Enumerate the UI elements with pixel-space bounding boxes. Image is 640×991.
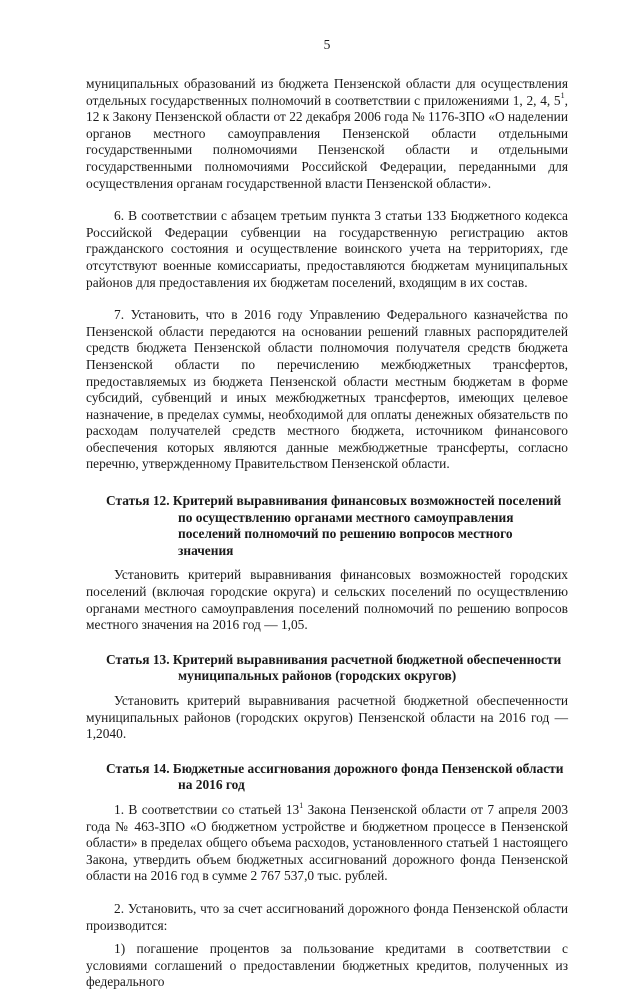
article-14-item-2: 2. Установить, что за счет ассигнований дорожного фонда Пензенской области производится: — [86, 900, 568, 933]
article-13-body: Установить критерий выравнивания расчетной бюджетной обеспеченности муниципальных районов (городских округов) Пензенской области на 2016 год — 1,2040. — [86, 693, 568, 742]
paragraph-item-7: 7. Установить, что в 2016 году Управлению Федерального казначейства по Пензенской области передаются на основании решений главных распорядителей средств бюджета Пензенской области полномочия получателя средств бюджета Пензенской области по перечислению межбюджетных трансфертов, предоставляемых из бюджета Пензенской области местным бюджетам в форме субсидий, субвенций и иных межбюджетных трансфертов, имеющих целевое назначение, в пределах суммы, необходимой для оплаты денежных обязательств по расходам получателей средств местного бюджета, источником финансового обеспечения которых являются данные межбюджетные трансферты, согласно перечню, утвержденному Правительством Пензенской области. — [86, 307, 568, 472]
article-12-body: Установить критерий выравнивания финансовых возможностей городских поселений (включая городские округа) и сельских поселений по осуществлению органами местного самоуправления поселений полномочий по решению вопросов местного значения на 2016 год — 1,05. — [86, 567, 568, 633]
superscript-marker: 1 — [299, 800, 304, 810]
article-14-item-2-subitem-1: 1) погашение процентов за пользование кредитами в соответствии с условиями соглашений о предоставлении бюджетных кредитов, полученных из федерального — [86, 941, 568, 990]
article-14-item-1-text-b: Закона Пензенской области от 7 апреля 2003 года № 463-ЗПО «О бюджетном устройстве и бюджетном процессе в Пензенской области» в пределах общего объема расходов, установленного статьей 1 настоящего Закона, утвердить объем бюджетных ассигнований дорожного фонда Пензенской области на 2016 год в сумме 2 767 537,0 тыс. рублей. — [86, 801, 569, 884]
article-12-heading: Статья 12. Критерий выравнивания финансовых возможностей поселений по осуществлению органами местного самоуправления поселений полномочий по решению вопросов местного значения — [106, 493, 562, 558]
document-body — [86, 76, 568, 991]
paragraph-continuation — [86, 76, 568, 192]
superscript-marker: 1 — [560, 91, 565, 101]
article-13-heading: Статья 13. Критерий выравнивания расчетной бюджетной обеспеченности муниципальных районов (городских округов) — [106, 651, 562, 684]
article-14-heading: Статья 14. Бюджетные ассигнования дорожного фонда Пензенской области на 2016 год — [106, 760, 564, 793]
paragraph-continuation-text-a: муниципальных образований из бюджета Пензенской области для осуществления отдельных государственных полномочий в соответствии с приложениями 1, 2, 4, 5 — [86, 76, 568, 108]
article-14-item-1-text-a: 1. В соответствии со статьей 13 — [114, 801, 300, 817]
paragraph-item-6: 6. В соответствии с абзацем третьим пункта 3 статьи 133 Бюджетного кодекса Российской Федерации субвенции на государственную регистрацию актов гражданского состояния и осуществление воинского учета на территориях, где отсутствуют военные комиссариаты, предоставляются бюджетам муниципальных районов для предоставления их бюджетам поселений, входящим в их состав. — [86, 208, 568, 290]
paragraph-continuation-text-b: , 12 к Закону Пензенской области от 22 декабря 2006 года № 1176-ЗПО «О наделении органов местного самоуправления Пензенской области отдельными государственными полномочиями Пензенской области и отдельными государственными полномочиями Российской Федерации, переданными для осуществления органам государственной власти Пензенской области». — [86, 92, 568, 191]
article-14-item-1 — [86, 802, 568, 885]
page-number: 5 — [323, 37, 331, 52]
